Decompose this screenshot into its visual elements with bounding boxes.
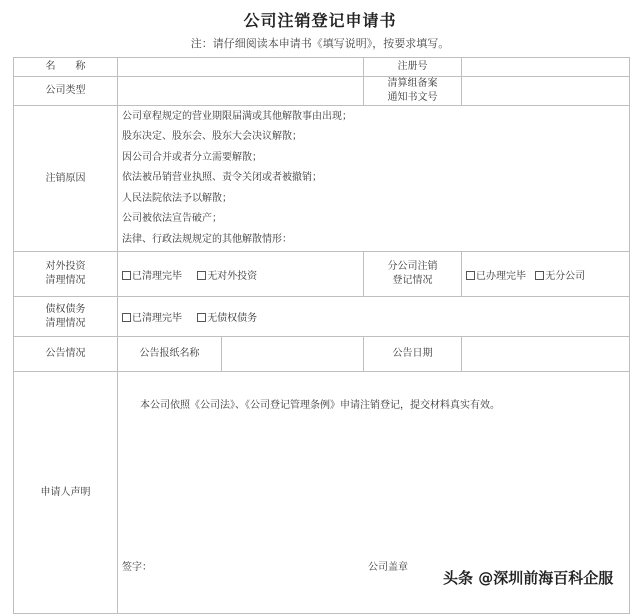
declaration-text: 本公司依照《公司法》、《公司登记管理条例》申请注销登记，提交材料真实有效。 [140, 400, 500, 411]
notice-label: 公告情况 [14, 337, 118, 372]
reason-item[interactable]: 人民法院依法予以解散； [122, 192, 232, 204]
newspaper-label: 公告报纸名称 [118, 337, 222, 372]
liquidation-notice-field[interactable] [462, 77, 630, 106]
row-reason [14, 106, 630, 252]
watermark: 头条 @深圳前海百科企服 [443, 569, 614, 587]
row-notice [14, 337, 630, 372]
company-type-field[interactable] [118, 77, 364, 106]
deregistration-form-table [13, 57, 630, 614]
debt-options [118, 297, 630, 337]
reason-item[interactable]: 因公司合并或者分立需要解散； [122, 151, 262, 163]
branch-options [462, 252, 630, 297]
investment-cleared-checkbox[interactable]: 已清理完毕 [122, 271, 182, 282]
row-debt [14, 297, 630, 337]
debt-label: 债权债务 清理情况 [14, 297, 118, 337]
registration-number-field[interactable] [462, 58, 630, 77]
form-title: 公司注销登记申请书 [243, 11, 397, 30]
reason-label: 注销原因 [14, 106, 118, 252]
liquidation-notice-label: 清算组备案 通知书文号 [364, 77, 462, 106]
company-type-label: 公司类型 [14, 77, 118, 106]
checkbox-icon [122, 271, 131, 280]
company-seal-label[interactable]: 公司盖章 [368, 562, 408, 573]
reason-item[interactable]: 依法被吊销营业执照、责令关闭或者被撤销； [122, 172, 322, 184]
no-investment-checkbox[interactable]: 无对外投资 [197, 271, 257, 282]
checkbox-icon [535, 271, 544, 280]
reason-item[interactable]: 法律、行政法规规定的其他解散情形： [122, 233, 292, 245]
row-company-type [14, 77, 630, 106]
no-debt-checkbox[interactable]: 无债权债务 [197, 313, 257, 324]
checkbox-icon [197, 271, 206, 280]
branch-done-checkbox[interactable]: 已办理完毕 [466, 271, 526, 282]
reason-item[interactable]: 公司被依法宣告破产； [122, 213, 222, 225]
notice-date-label: 公告日期 [364, 337, 462, 372]
debt-cleared-checkbox[interactable]: 已清理完毕 [122, 313, 182, 324]
form-note: 注：请仔细阅读本申请书《填写说明》，按要求填写。 [190, 37, 450, 50]
signature-label[interactable]: 签字： [122, 562, 152, 573]
registration-number-label: 注册号 [364, 58, 462, 77]
row-investment [14, 252, 630, 297]
notice-date-field[interactable] [462, 337, 630, 372]
declaration-label: 申请人声明 [14, 372, 118, 614]
name-label: 名 称 [14, 58, 118, 77]
reason-item[interactable]: 公司章程规定的营业期限届满或其他解散事由出现； [122, 110, 352, 122]
reason-list [118, 106, 630, 252]
investment-options [118, 252, 364, 297]
no-branch-checkbox[interactable]: 无分公司 [535, 271, 585, 282]
reason-item[interactable]: 股东决定、股东会、股东大会决议解散； [122, 131, 302, 143]
row-name [14, 58, 630, 77]
name-field[interactable] [118, 58, 364, 77]
branch-label: 分公司注销 登记情况 [364, 252, 462, 297]
checkbox-icon [197, 313, 206, 322]
investment-label: 对外投资 清理情况 [14, 252, 118, 297]
checkbox-icon [122, 313, 131, 322]
checkbox-icon [466, 271, 475, 280]
newspaper-field[interactable] [222, 337, 364, 372]
